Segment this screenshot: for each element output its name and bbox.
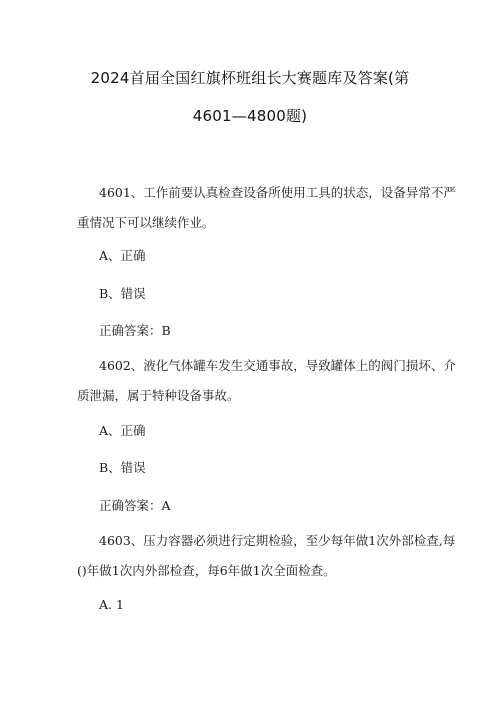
document-title-line-1: 2024首届全国红旗杯班组长大赛题库及答案(第 bbox=[90, 69, 410, 87]
document-title-line-2: 4601—4800题) bbox=[192, 107, 308, 125]
question-4603-stem bbox=[77, 526, 456, 586]
question-stem-line: 4603、压力容器必须进行定期检验，至少每年做1次外部检查,每 bbox=[99, 533, 456, 548]
question-4603-option-a: A. 1 bbox=[99, 597, 124, 612]
question-4602-option-a: A、正确 bbox=[99, 423, 146, 438]
question-4601-option-b: B、错误 bbox=[99, 286, 146, 301]
question-stem-line: ()年做1次内外部检查，每6年做1次全面检查。 bbox=[77, 563, 336, 578]
question-stem-line: 4602、液化气体罐车发生交通事故，导致罐体上的阀门损坏、介 bbox=[99, 358, 456, 373]
question-4601-stem bbox=[77, 178, 456, 238]
question-4601-answer: 正确答案：B bbox=[99, 323, 171, 338]
question-stem-line: 4601、工作前要认真检查设备所使用工具的状态，设备异常不严 bbox=[99, 185, 456, 200]
question-4602-stem bbox=[77, 351, 456, 411]
question-stem-line: 质泄漏，属于特种设备事故。 bbox=[77, 388, 240, 403]
question-4601-option-a: A、正确 bbox=[99, 248, 146, 263]
question-4602-answer: 正确答案：A bbox=[99, 498, 171, 513]
question-4602-option-b: B、错误 bbox=[99, 460, 146, 475]
question-stem-line: 重情况下可以继续作业。 bbox=[77, 215, 215, 230]
